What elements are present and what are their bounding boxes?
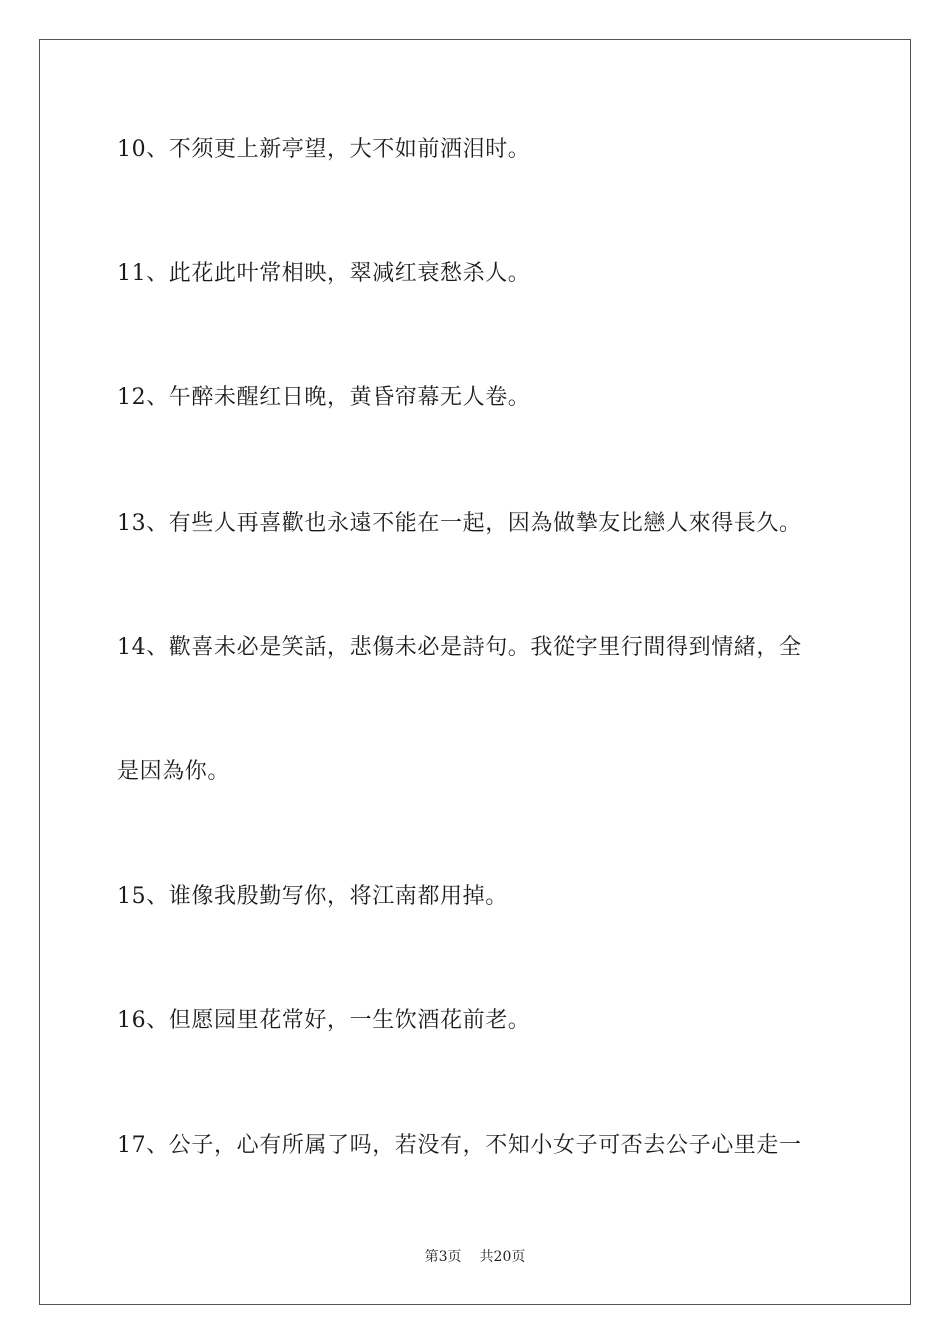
page-total: 共20页 xyxy=(479,1249,526,1265)
page-footer xyxy=(0,1248,950,1266)
page-frame xyxy=(39,39,911,1305)
text-line: 15、谁像我殷勤写你，将江南都用掉。 xyxy=(117,884,508,909)
text-line: 16、但愿园里花常好，一生饮酒花前老。 xyxy=(117,1008,531,1033)
text-line: 14、歡喜未必是笑話，悲傷未必是詩句。我從字里行間得到情緒，全 xyxy=(117,635,802,660)
text-line: 17、公子，心有所属了吗，若没有，不知小女子可否去公子心里走一 xyxy=(117,1133,802,1158)
text-line: 11、此花此叶常相映，翠减红衰愁杀人。 xyxy=(117,261,531,286)
text-line: 13、有些人再喜歡也永遠不能在一起，因為做摯友比戀人來得長久。 xyxy=(117,511,802,536)
text-line: 是因為你。 xyxy=(117,759,231,784)
text-line: 10、不须更上新亭望，大不如前洒泪时。 xyxy=(117,137,531,162)
text-line: 12、午醉未醒红日晚，黄昏帘幕无人卷。 xyxy=(117,385,531,410)
page-number: 第3页 xyxy=(424,1249,462,1265)
